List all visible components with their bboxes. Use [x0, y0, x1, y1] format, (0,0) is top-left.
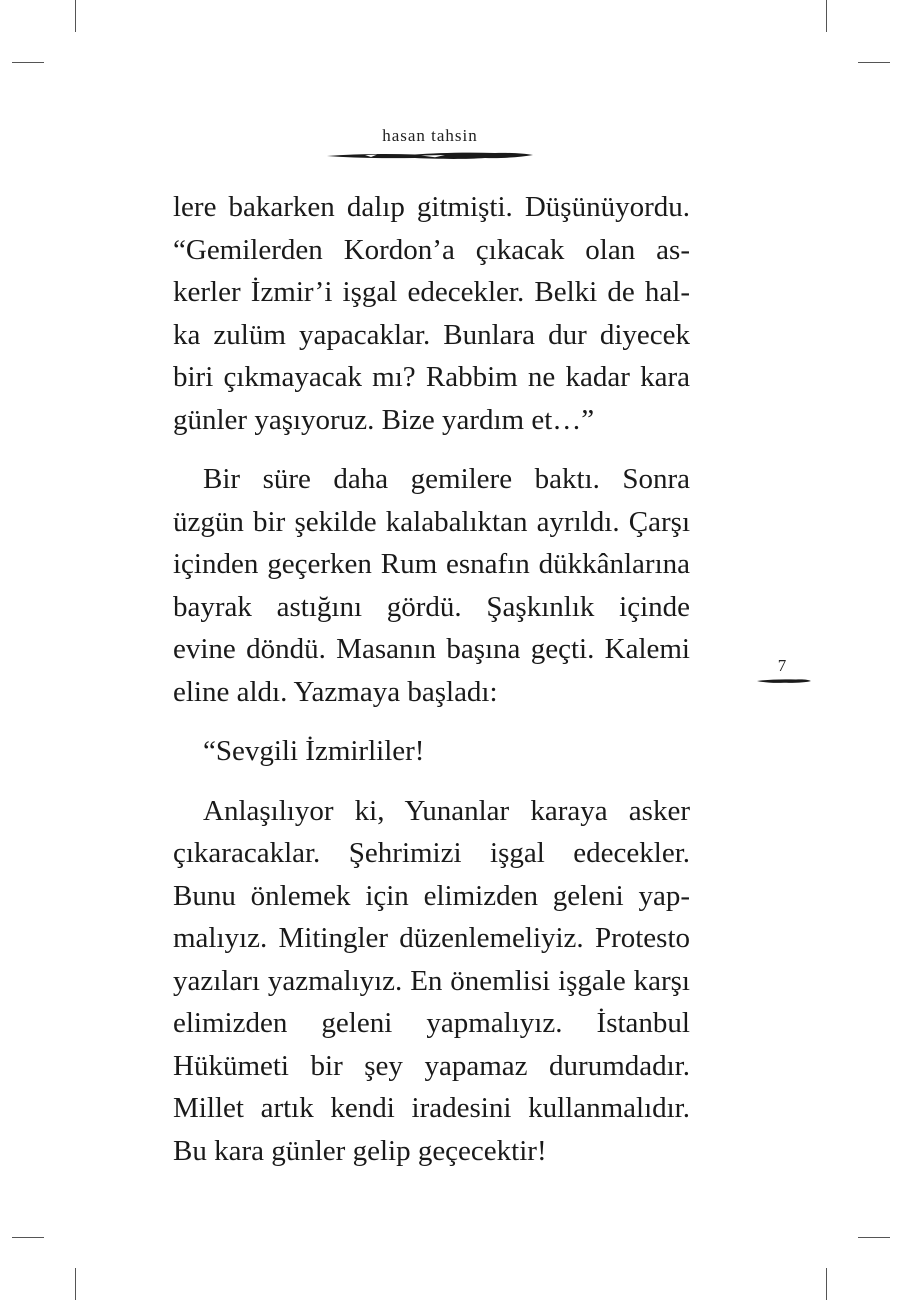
crop-mark-top-left-horizontal [12, 62, 44, 63]
crop-mark-top-left-vertical [75, 0, 76, 32]
running-head: hasan tahsin [382, 126, 478, 145]
paragraph: “Sevgili İzmirliler! [203, 735, 425, 767]
paragraph: lere bakarken dalıp gitmişti. Düşünüyordu. “Gemilerden Kordon’a çıkacak olan askerler İzmir’i işgal edecekler. Belki de halka zulüm yapacaklar. Bunlara dur diyecek biri çıkmayacak mı? Rabbim ne kadar kara günler yaşıyoruz. Bize yardım et…” [173, 191, 690, 436]
folio-brush-stroke [756, 676, 812, 686]
crop-mark-bottom-left-horizontal [12, 1237, 44, 1238]
page-number: 7 [777, 656, 787, 675]
crop-mark-top-right-horizontal [858, 62, 890, 63]
paragraph: Anlaşılıyor ki, Yunanlar karaya asker çıkaracaklar. Şehrimizi işgal edecekler. Bunu önlemek için elimizden geleni yapmalıyız. Mitingler düzenlemeliyiz. Protesto yazıları yazmalıyız. En önemlisi işgale karşı elimizden geleni yapmalıyız. İstanbul Hükümeti bir şey yapamaz durumdadır. Millet artık kendi iradesini kullanmalıdır. Bu kara günler gelip geçecektir! [173, 794, 690, 1167]
body-text [173, 186, 690, 1189]
crop-mark-bottom-left-vertical [75, 1268, 76, 1300]
crop-mark-bottom-right-horizontal [858, 1237, 890, 1238]
brush-stroke-ornament [325, 150, 535, 162]
crop-mark-top-right-vertical [826, 0, 827, 32]
paragraph: Bir süre daha gemilere baktı. Sonra üzgün bir şekilde kalabalıktan ayrıldı. Çarşı içinden geçerken Rum esnafın dükkânlarına bayrak astığını gördü. Şaşkınlık içinde evine döndü. Masanın başına geçti. Kalemi eline aldı. Yazmaya başladı: [173, 463, 690, 708]
crop-mark-bottom-right-vertical [826, 1268, 827, 1300]
